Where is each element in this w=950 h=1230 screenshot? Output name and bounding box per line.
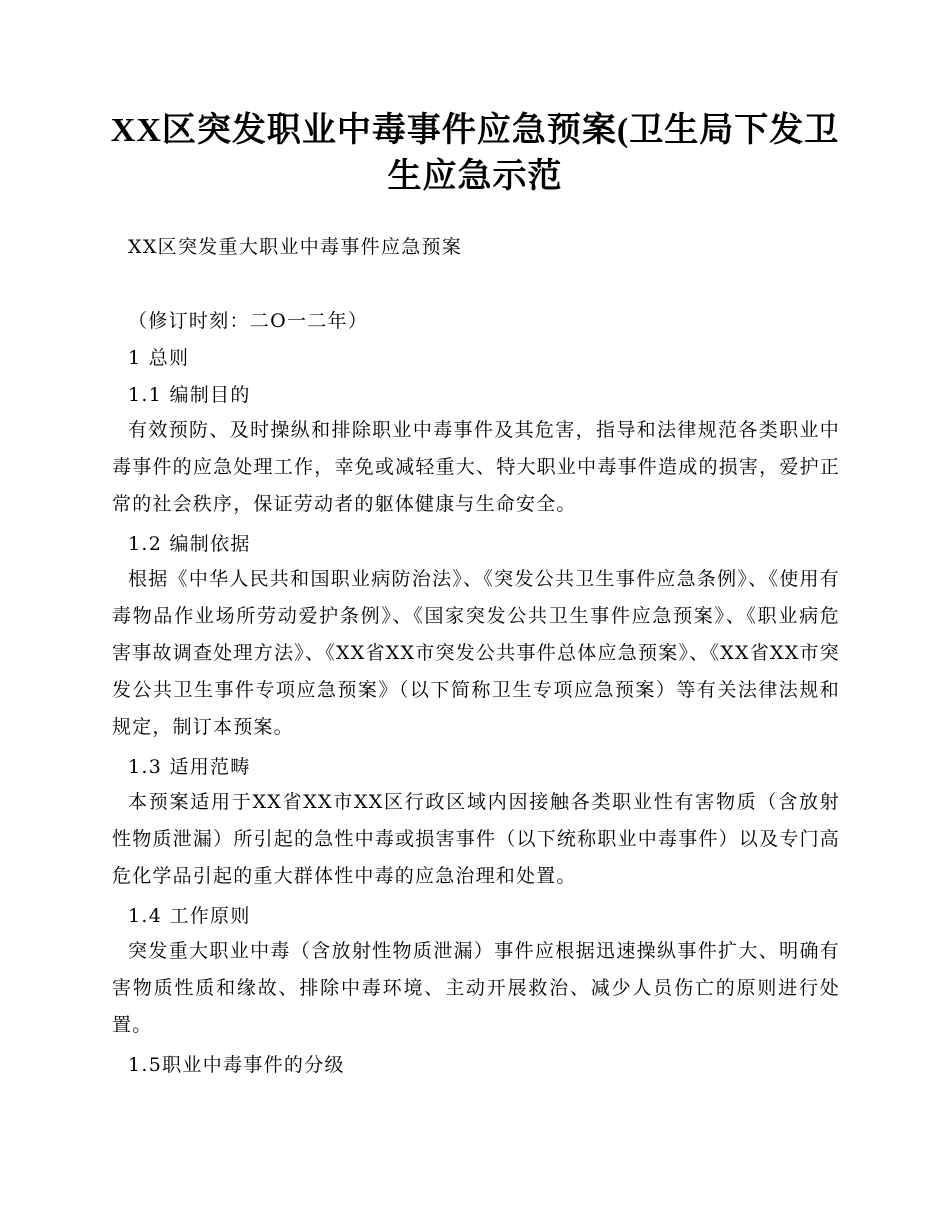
section-1-2-heading: 1.2 编制依据 [128,533,251,555]
section-1-4-body: 突发重大职业中毒（含放射性物质泄漏）事件应根据迅速操纵事件扩大、明确有害物质性质和缘故、排除中毒环境、主动开展救治、减少人员伤亡的原则进行处置。 [112,940,840,1036]
section-1-2-body: 根据《中华人民共和国职业病防治法》、《突发公共卫生事件应急条例》、《使用有毒物品作业场所劳动爱护条例》、《国家突发公共卫生事件应急预案》、《职业病危害事故调查处理方法》、《XX省XX市突发公共事件总体应急预案》、《XX省XX市突发公共卫生事件专项应急预案》（以下简称卫生专项应急预案）等有关法律法规和规定，制订本预案。 [112,568,840,738]
section-1-1-heading: 1.1 编制目的 [128,384,251,406]
revision-note: （修订时刻：二O一二年） [128,310,369,332]
section-1-3-body: 本预案适用于XX省XX市XX区行政区域内因接触各类职业性有害物质（含放射性物质泄漏）所引起的急性中毒或损害事件（以下统称职业中毒事件）以及专门高危化学品引起的重大群体性中毒的应急治理和处置。 [112,791,840,887]
section-1-5-heading: 1.5职业中毒事件的分级 [128,1054,345,1076]
section-1-4-heading: 1.4 工作原则 [128,905,251,927]
document-title: XX区突发职业中毒事件应急预案(卫生局下发卫生应急示范 [110,112,840,195]
section-1-3-heading: 1.3 适用范畴 [128,756,251,778]
section-1-1-body: 有效预防、及时操纵和排除职业中毒事件及其危害，指导和法律规范各类职业中毒事件的应急处理工作，幸免或减轻重大、特大职业中毒事件造成的损害，爱护正常的社会秩序，保证劳动者的躯体健康与生命安全。 [112,419,840,515]
document-subtitle: XX区突发重大职业中毒事件应急预案 [128,236,463,258]
section-1-heading: 1 总则 [128,347,190,369]
